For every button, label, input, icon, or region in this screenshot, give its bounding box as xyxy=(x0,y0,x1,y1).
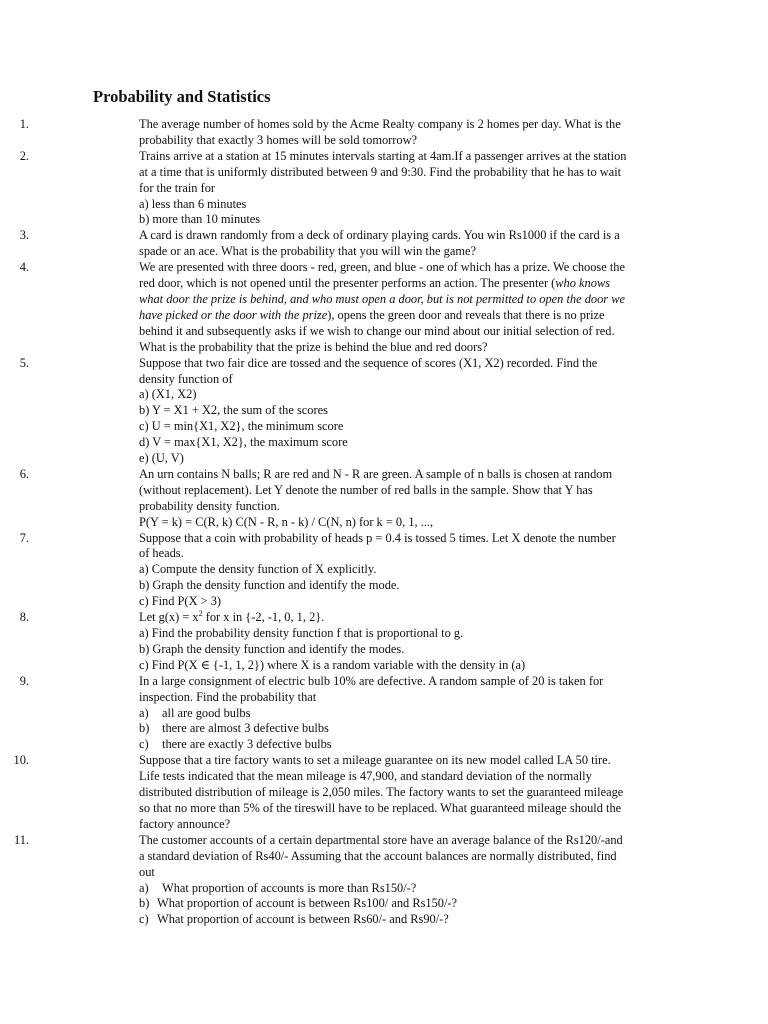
question-number: 8. xyxy=(19,610,29,625)
sub-question xyxy=(139,912,669,928)
sub-question xyxy=(139,881,669,897)
question-text-line: We are presented with three doors - red, green, and blue - one of which has a prize. We choose the xyxy=(139,260,625,275)
question-text-line: Suppose that a tire factory wants to set a mileage guarantee on its new model called LA 50 tire. xyxy=(139,753,611,768)
question-text-line: of heads. xyxy=(139,546,184,561)
question-text-line: out xyxy=(139,864,155,879)
italic-text-segment: who knows xyxy=(555,276,611,291)
question-number: 10. xyxy=(13,753,29,768)
question-text-line: spade or an ace. What is the probability that you will win the game? xyxy=(139,244,476,259)
page-title: Probability and Statistics xyxy=(93,87,271,106)
sub-question: e) (U, V) xyxy=(139,451,184,466)
sub-question: c) Find P(X ∈ {-1, 1, 2}) where X is a random variable with the density in (a) xyxy=(139,657,526,672)
sub-question: c) Find P(X > 3) xyxy=(139,594,222,609)
italic-text-segment: have picked or the door with the prize xyxy=(139,307,328,322)
question-1 xyxy=(0,117,669,149)
question-number: 2. xyxy=(19,148,29,163)
question-text-line: at a time that is uniformly distributed between 9 and 9:30. Find the probability that he has to wait xyxy=(139,164,622,179)
question-list xyxy=(0,117,768,928)
question-text-line xyxy=(139,276,669,292)
question-text-segment: ), opens the green door and reveals that there is no prize xyxy=(327,307,605,322)
question-text-segment: red door, which is not opened until the presenter performs an action. The presenter ( xyxy=(139,276,556,291)
question-text-segment: for x in {-2, -1, 0, 1, 2}. xyxy=(202,610,325,625)
sub-question-text: What proportion of account is between Rs60/- and Rs90/-? xyxy=(157,912,449,927)
question-text-line: In a large consignment of electric bulb 10% are defective. A random sample of 20 is taken for xyxy=(139,673,604,688)
sub-question: c) U = min{X1, X2}, the minimum score xyxy=(139,419,344,434)
sub-question xyxy=(139,737,669,753)
question-text-line: so that no more than 5% of the tireswill have to be replaced. What guaranteed mileage should the xyxy=(139,800,622,815)
question-8 xyxy=(0,610,669,674)
question-text-line: distributed distribution of mileage is 2,050 miles. The factory wants to set the guaranteed mileage xyxy=(139,785,624,800)
question-text-line: Trains arrive at a station at 15 minutes intervals starting at 4am.If a passenger arrives at the station xyxy=(139,148,627,163)
question-text-line: Life tests indicated that the mean mileage is 47,900, and standard deviation of the normally xyxy=(139,769,592,784)
sub-question xyxy=(139,721,669,737)
question-text-line: Suppose that two fair dice are tossed and the sequence of scores (X1, X2) recorded. Find the xyxy=(139,355,598,370)
question-text-line: Suppose that a coin with probability of heads p = 0.4 is tossed 5 times. Let X denote the number xyxy=(139,530,616,545)
question-text-line: probability that exactly 3 homes will be sold tomorrow? xyxy=(139,132,418,147)
sub-question: d) V = max{X1, X2}, the maximum score xyxy=(139,435,348,450)
sub-question-text: all are good bulbs xyxy=(162,705,251,720)
sub-question-text: there are exactly 3 defective bulbs xyxy=(162,737,332,752)
question-text-line: An urn contains N balls; R are red and N - R are green. A sample of n balls is chosen at random xyxy=(139,466,613,481)
question-2 xyxy=(0,149,669,229)
question-text-line: The average number of homes sold by the Acme Realty company is 2 homes per day. What is the xyxy=(139,117,621,131)
question-text-line: inspection. Find the probability that xyxy=(139,689,317,704)
question-number: 7. xyxy=(19,530,29,545)
question-text-line: density function of xyxy=(139,371,233,386)
question-text-line xyxy=(139,610,669,626)
question-text-line: for the train for xyxy=(139,180,216,195)
sub-question: a) (X1, X2) xyxy=(139,387,197,402)
question-text-line: The customer accounts of a certain departmental store have an average balance of the Rs120/-and xyxy=(139,832,623,847)
question-number: 11. xyxy=(13,832,29,847)
sub-question-text: there are almost 3 defective bulbs xyxy=(162,721,329,736)
question-10 xyxy=(0,753,669,833)
sub-question xyxy=(139,896,669,912)
question-text-line: behind it and subsequently asks if we wish to change our mind about our initial selection of red. xyxy=(139,323,615,338)
question-9 xyxy=(0,674,669,754)
question-number: 1. xyxy=(19,117,29,131)
italic-text-segment: what door the prize is behind, and who must open a door, but is not permitted to open the door we xyxy=(139,291,625,306)
formula-line: P(Y = k) = C(R, k) C(N - R, n - k) / C(N, n) for k = 0, 1, ..., xyxy=(139,514,434,529)
question-text-line xyxy=(139,308,669,324)
question-text-line xyxy=(139,292,669,308)
question-text-segment: Let g(x) = x xyxy=(139,610,199,625)
question-text-line: (without replacement). Let Y denote the number of red balls in the sample. Show that Y has xyxy=(139,482,593,497)
question-text-line: A card is drawn randomly from a deck of ordinary playing cards. You win Rs1000 if the card is a xyxy=(139,228,620,243)
sub-question-text: What proportion of accounts is more than Rs150/-? xyxy=(162,880,417,895)
question-3 xyxy=(0,228,669,260)
question-text-line: factory announce? xyxy=(139,816,231,831)
superscript: 2 xyxy=(198,608,203,618)
question-6 xyxy=(0,467,669,531)
question-7 xyxy=(0,531,669,611)
question-number: 4. xyxy=(19,260,29,275)
sub-question-label: a) xyxy=(139,880,149,895)
sub-question-text: What proportion of account is between Rs100/ and Rs150/-? xyxy=(157,896,458,911)
sub-question-label: c) xyxy=(139,912,149,927)
sub-question: b) Graph the density function and identify the modes. xyxy=(139,641,405,656)
sub-question-label: a) xyxy=(139,705,149,720)
question-number: 5. xyxy=(19,355,29,370)
sub-question: a) Compute the density function of X explicitly. xyxy=(139,562,377,577)
sub-question-label: c) xyxy=(139,737,149,752)
sub-question xyxy=(139,706,669,722)
sub-question: b) Graph the density function and identify the mode. xyxy=(139,578,400,593)
sub-question: b) more than 10 minutes xyxy=(139,212,261,227)
question-5 xyxy=(0,356,669,467)
question-text-line: a standard deviation of Rs40/- Assuming that the account balances are normally distributed, find xyxy=(139,848,617,863)
sub-question: a) less than 6 minutes xyxy=(139,196,247,211)
question-11 xyxy=(0,833,669,928)
question-text-line: probability density function. xyxy=(139,498,280,513)
sub-question: a) Find the probability density function f that is proportional to g. xyxy=(139,626,464,640)
question-number: 9. xyxy=(19,673,29,688)
question-4 xyxy=(0,260,669,355)
question-text-line: What is the probability that the prize is behind the blue and red doors? xyxy=(139,339,488,354)
question-number: 3. xyxy=(19,228,29,243)
sub-question: b) Y = X1 + X2, the sum of the scores xyxy=(139,403,328,418)
sub-question-label: b) xyxy=(139,721,150,736)
sub-question-label: b) xyxy=(139,896,150,911)
question-number: 6. xyxy=(19,466,29,481)
